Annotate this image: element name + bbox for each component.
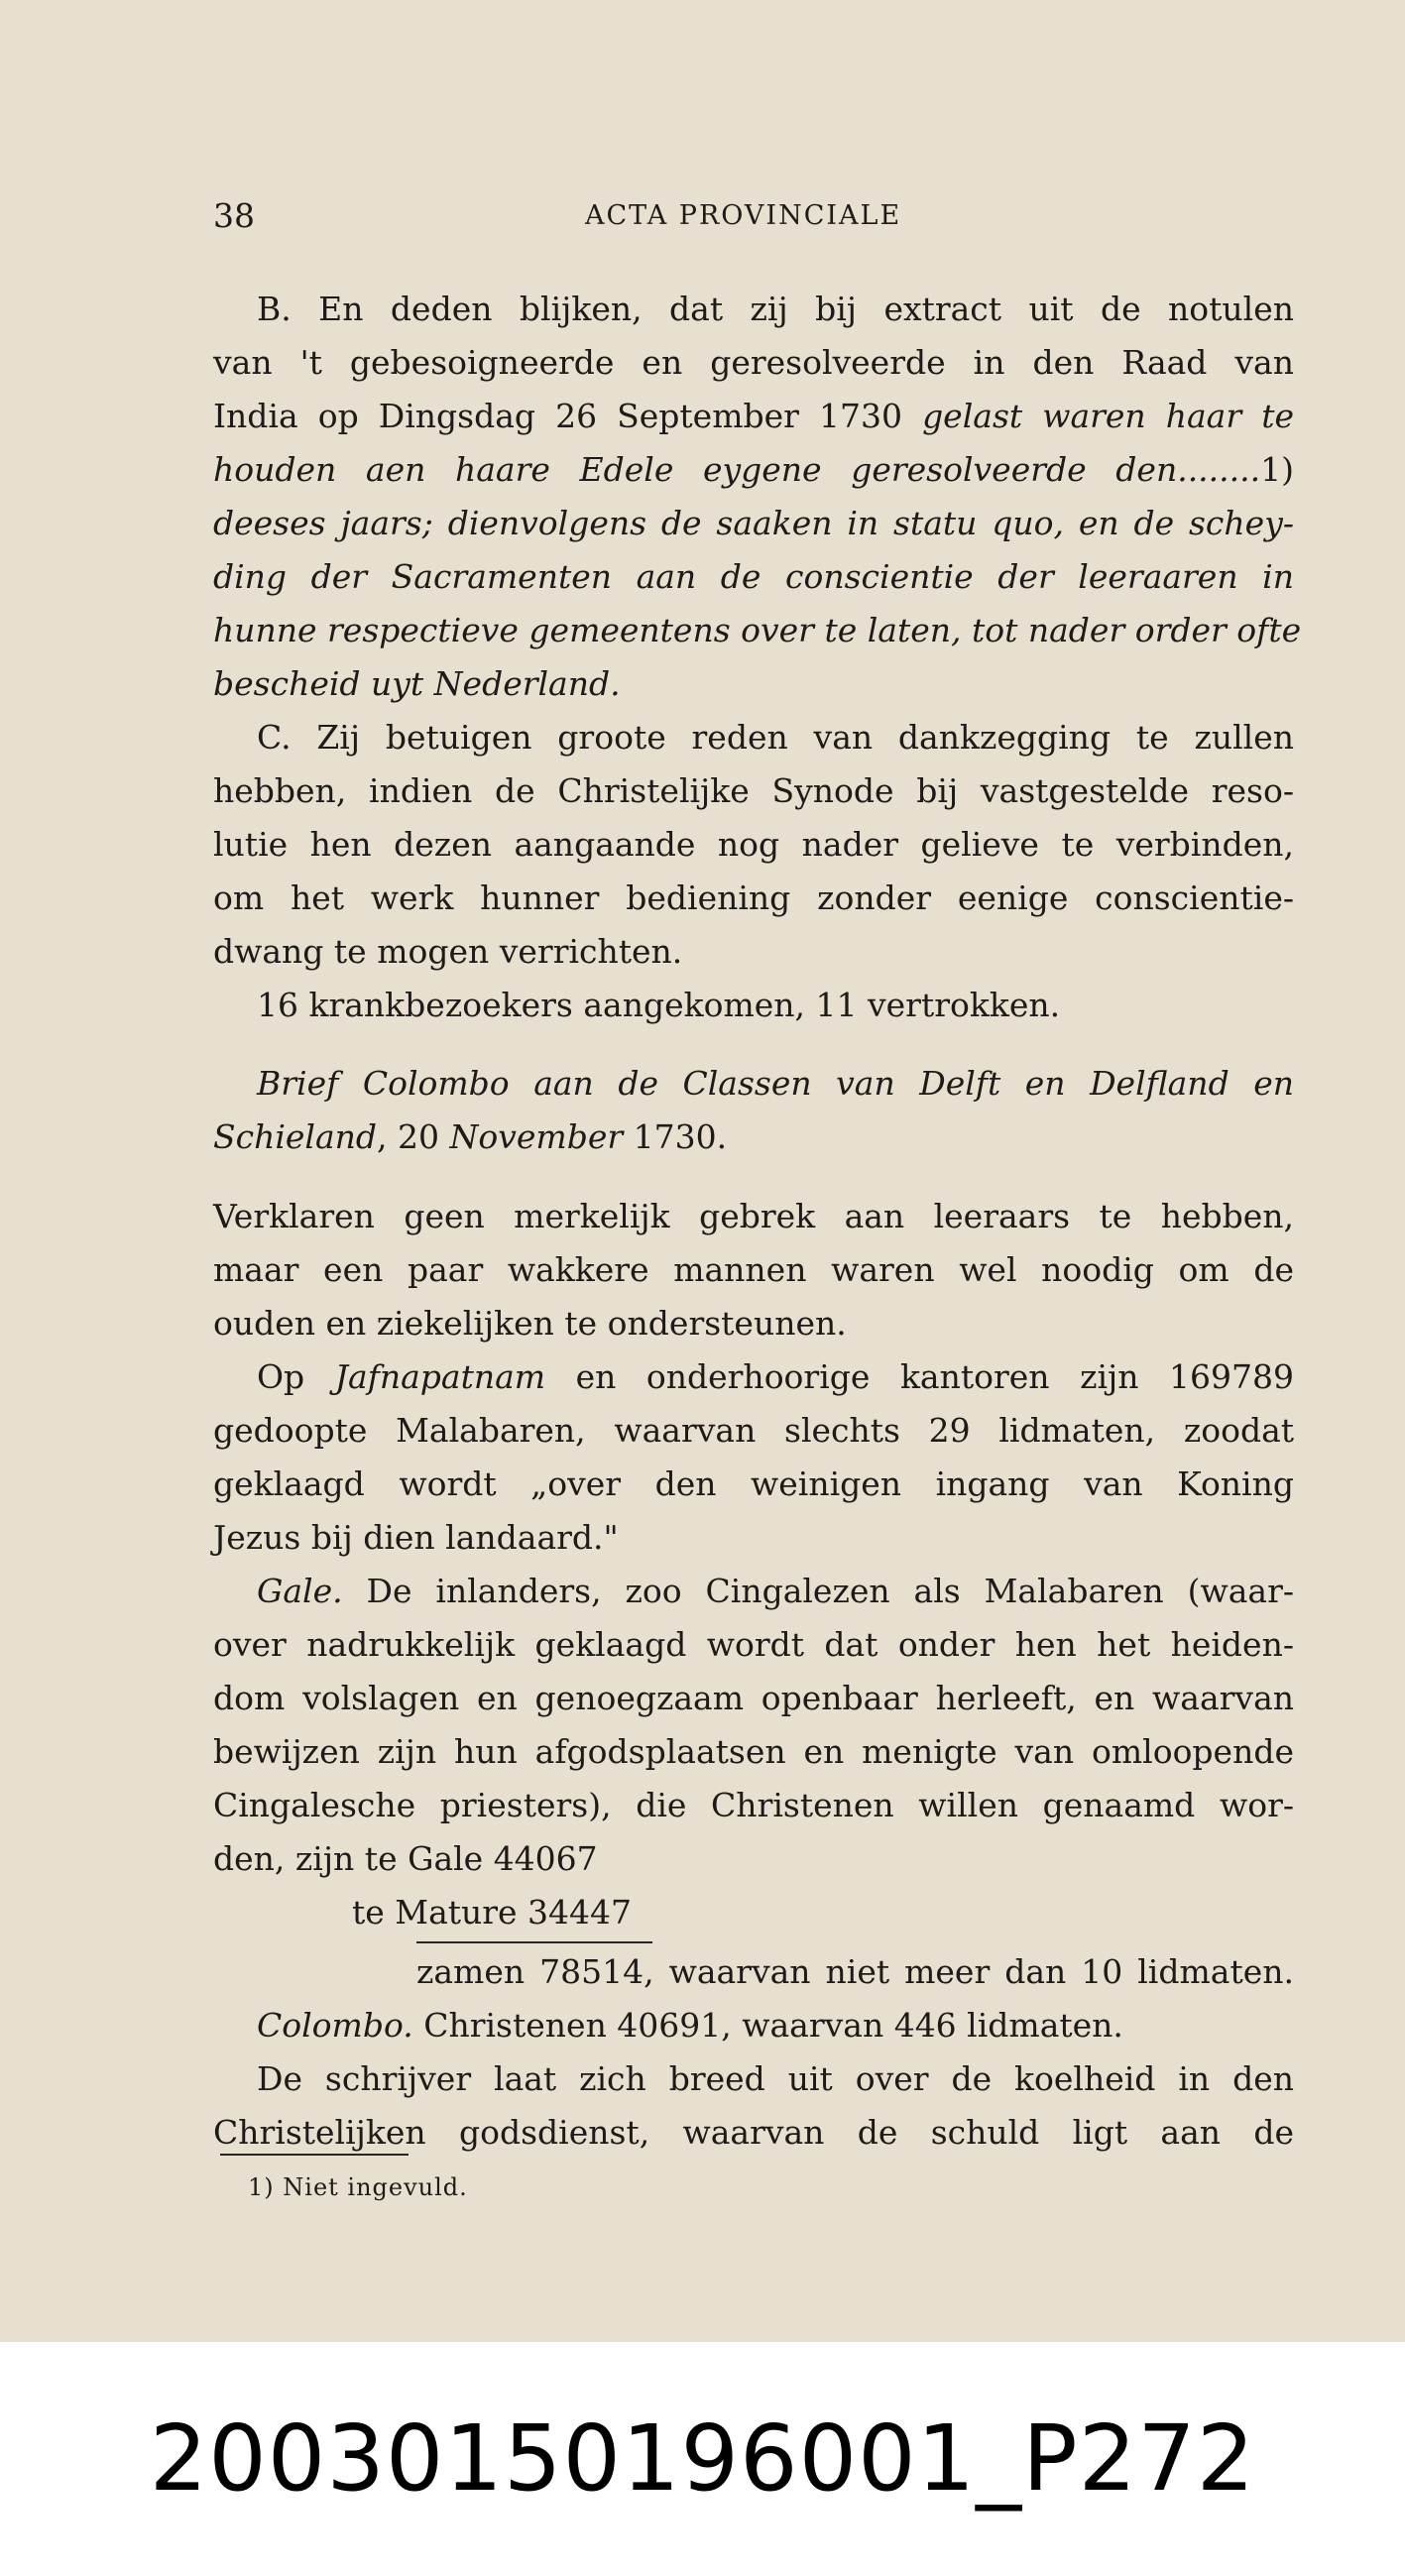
- footnote: 1) Niet ingevuld.: [248, 2173, 468, 2201]
- text-line: bewijzen zijn hun afgodsplaatsen en menigte van omloopende: [213, 1732, 1294, 1771]
- text-line: Jezus bij dien landaard.": [213, 1518, 619, 1557]
- text-line: ouden en ziekelijken te ondersteunen.: [213, 1304, 847, 1343]
- text-line: De schrijver laat zich breed uit over de koelheid in den: [257, 2059, 1294, 2098]
- text-line: Cingalesche priesters), die Christenen willen genaamd wor-: [213, 1786, 1294, 1824]
- text-line: ding der Sacramenten aan de conscientie der leeraaren in: [213, 557, 1294, 596]
- text-line: lutie hen dezen aangaande nog nader gelieve te verbinden,: [213, 825, 1294, 864]
- text-line: om het werk hunner bediening zonder eenige conscientie-: [213, 878, 1294, 917]
- text-line: Op Jafnapatnam en onderhoorige kantoren zijn 169789: [257, 1357, 1295, 1396]
- text-line: Christelijken godsdienst, waarvan de schuld ligt aan de: [213, 2113, 1294, 2152]
- text-line: dom volslagen en genoegzaam openbaar herleeft, en waarvan: [213, 1679, 1294, 1717]
- text-line: te Mature 34447: [352, 1893, 633, 1932]
- text-line: maar een paar wakkere mannen waren wel noodig om de: [213, 1250, 1294, 1289]
- text-line: deeses jaars; dienvolgens de saaken in statu quo, en de schey-: [213, 504, 1294, 542]
- text-line: C. Zij betuigen groote reden van dankzegging te zullen: [257, 718, 1294, 757]
- text-line: Gale. De inlanders, zoo Cingalezen als Malabaren (waar-: [257, 1572, 1294, 1610]
- running-title: ACTA PROVINCIALE: [585, 200, 902, 231]
- text-line: houden aen haare Edele eygene geresolveerde den........1): [213, 450, 1294, 489]
- text-line: Colombo. Christenen 40691, waarvan 446 lidmaten.: [257, 2006, 1123, 2045]
- text-line: geklaagd wordt „over den weinigen ingang van Koning: [213, 1464, 1294, 1503]
- letter-heading: Brief Colombo aan de Classen van Delft en Delfland en: [257, 1064, 1294, 1103]
- text-line: Verklaren geen merkelijk gebrek aan leeraars te hebben,: [213, 1197, 1294, 1235]
- text-line: hebben, indien de Christelijke Synode bij vastgestelde reso-: [213, 771, 1294, 810]
- footnote-rule: [220, 2154, 409, 2156]
- text-line: India op Dingsdag 26 September 1730 gelast waren haar te: [213, 397, 1294, 435]
- text-line: bescheid uyt Nederland.: [213, 664, 621, 703]
- text-line: hunne respectieve gemeentens over te laten, tot nader order ofte: [213, 611, 1302, 649]
- scan-identifier: 20030150196001_P272: [149, 2405, 1256, 2512]
- text-line: den, zijn te Gale 44067: [213, 1839, 598, 1878]
- text-line: van 't gebesoigneerde en geresolveerde in den Raad van: [213, 343, 1294, 382]
- sum-rule: [416, 1941, 652, 1943]
- text-line: dwang te mogen verrichten.: [213, 932, 683, 971]
- text-line: zamen 78514, waarvan niet meer dan 10 lidmaten.: [416, 1952, 1294, 1991]
- text-line: 16 krankbezoekers aangekomen, 11 vertrokken.: [257, 986, 1061, 1024]
- text-line: gedoopte Malabaren, waarvan slechts 29 lidmaten, zoodat: [213, 1411, 1294, 1450]
- text-line: over nadrukkelijk geklaagd wordt dat onder hen het heiden-: [213, 1625, 1294, 1664]
- letter-heading: Schieland, 20 November 1730.: [213, 1117, 728, 1156]
- text-line: B. En deden blijken, dat zij bij extract uit de notulen: [257, 290, 1294, 328]
- page-number: 38: [213, 196, 255, 235]
